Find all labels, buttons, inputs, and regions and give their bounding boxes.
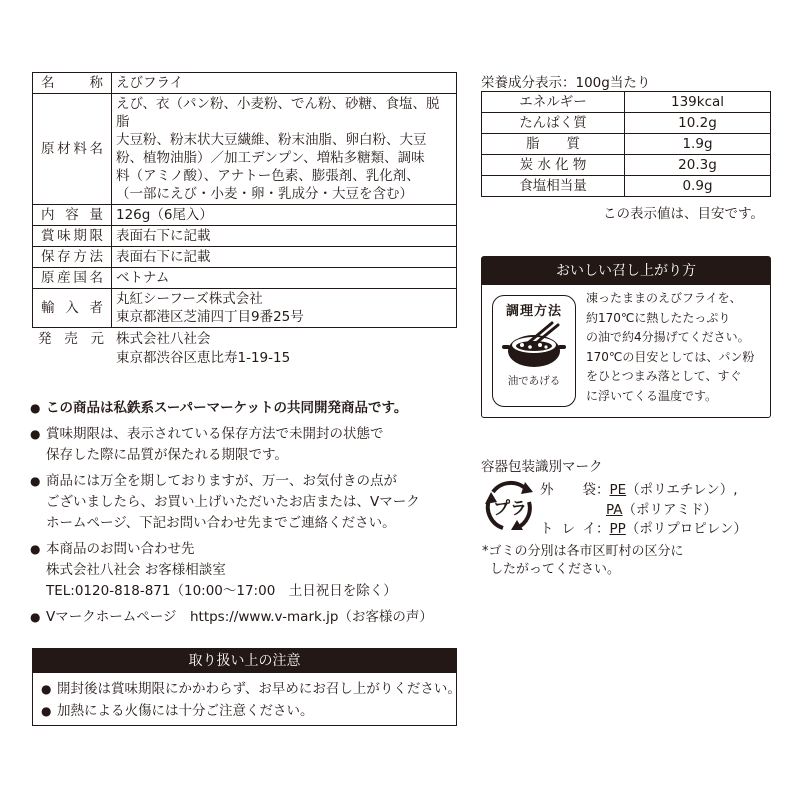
cooking-line: の油で約4分揚げてください。 — [586, 330, 750, 344]
label-value: ベトナム — [112, 268, 457, 289]
cooking-instructions — [586, 289, 766, 406]
nutrition-value: 20.3g — [625, 155, 771, 176]
recycle-materials — [540, 481, 747, 540]
nutrition-note: この表示値は、目安です。 — [603, 206, 764, 222]
nutrition-row — [482, 155, 771, 176]
label-key: 輸 入 者 — [33, 289, 112, 328]
note-line: ● この商品は私鉄系スーパーマーケットの共同開発商品です。 — [46, 400, 408, 416]
nutrition-value: 139kcal — [625, 92, 771, 113]
tray-label: トレイ — [540, 521, 596, 537]
label-row — [33, 226, 457, 247]
label-row — [33, 268, 457, 289]
label-key: 賞味期限 — [33, 226, 112, 247]
note-line: ございましたら、お買い上げいただいたお店または、Vマーク — [46, 494, 420, 510]
cooking-line: 約170℃に熱したたっぷり — [586, 310, 731, 325]
nutrition-title: 栄養成分表示：100g当たり — [481, 75, 651, 91]
cooking-line: に浮いてくる温度です。 — [586, 388, 718, 403]
label-row — [33, 247, 457, 268]
cooking-line: をひとつまみ落として、すぐ — [586, 369, 742, 383]
note-line: 株式会社八社会 お客様相談室 — [46, 562, 226, 578]
label-value: 126g（6尾入） — [112, 205, 457, 226]
caution-title: 取り扱い上の注意 — [33, 649, 456, 673]
label-key: 内 容 量 — [33, 205, 112, 226]
caution-box — [32, 648, 461, 726]
label-key: 原材料名 — [33, 94, 112, 205]
note-item — [30, 539, 470, 602]
label-value: えびフライ — [112, 73, 457, 94]
pp-code: PP — [609, 521, 626, 537]
recycle-title: 容器包装識別マーク — [481, 459, 603, 475]
label-value: 丸紅シーフーズ株式会社 東京都港区芝浦四丁目9番25号 — [112, 289, 457, 328]
pe-desc: （ポリエチレン）, — [626, 482, 738, 498]
nutrition-key: 脂 質 — [482, 134, 625, 155]
badge-title: 調理方法 — [505, 304, 562, 319]
note-item — [30, 607, 470, 628]
pa-desc: （ポリアミド） — [622, 501, 718, 518]
seller-address: 東京都渋谷区恵比寿1-19-15 — [116, 350, 291, 366]
cooking-line: 凍ったままのえびフライを、 — [586, 291, 742, 305]
label-row — [33, 94, 457, 205]
note-line: ● 商品には万全を期しておりますが、万一、お気付きの点が — [46, 473, 397, 489]
tray-row: トレイ：PP（ポリプロピレン） — [540, 520, 747, 540]
label-row — [33, 289, 457, 328]
note-item — [30, 398, 470, 419]
label-key: 原産国名 — [33, 268, 112, 289]
garbage-note — [482, 543, 684, 579]
nutrition-value: 0.9g — [625, 176, 771, 197]
nutrition-key: エネルギー — [482, 92, 625, 113]
caution-item: ● 開封後は賞味期限にかかわらず、お早めにお召し上がりください。 — [41, 678, 448, 700]
outer-bag-row-2 — [540, 501, 747, 521]
label-value: 表面右下に記載 — [112, 226, 457, 247]
nutrition-row — [482, 113, 771, 134]
seller-name: 株式会社八社会 — [116, 331, 211, 347]
note-line: ● Vマークホームページ https://www.v-mark.jp（お客様の声） — [46, 609, 433, 625]
note-line: TEL:0120-818-871（10:00～17:00 土日祝日を除く） — [46, 583, 397, 599]
nutrition-key: たんぱく質 — [482, 113, 625, 134]
nutrition-table — [481, 91, 771, 197]
badge-caption: 油であげる — [507, 375, 561, 387]
seller-key: 発 売 元 — [38, 331, 104, 347]
nutrition-key: 炭 水 化 物 — [482, 155, 625, 176]
outer-bag-row: 外 袋：PE（ポリエチレン）, — [540, 481, 747, 501]
note-line: ● 本商品のお問い合わせ先 — [46, 541, 195, 557]
garbage-line: *ゴミの分別は各市区町村の区分に — [482, 544, 684, 559]
nutrition-value: 10.2g — [625, 113, 771, 134]
note-line: ● 賞味期限は、表示されている保存方法で未開封の状態で — [46, 426, 384, 442]
nutrition-value: 1.9g — [625, 134, 771, 155]
outer-bag-label: 外 袋 — [540, 482, 596, 498]
nutrition-row — [482, 134, 771, 155]
notes-list — [30, 398, 470, 633]
label-row — [33, 205, 457, 226]
label-row — [33, 73, 457, 94]
pa-code: PA — [606, 501, 623, 518]
recycle-mark-text: プラ — [493, 499, 527, 519]
cooking-title: おいしい召し上がり方 — [482, 257, 770, 285]
note-line: ホームページ、下記お問い合わせ先までご連絡ください。 — [46, 515, 396, 531]
caution-item: ● 加熱による火傷には十分ご注意ください。 — [41, 700, 448, 722]
nutrition-row — [482, 176, 771, 197]
plastic-recycle-icon — [483, 478, 537, 538]
nutrition-key: 食塩相当量 — [482, 176, 625, 197]
label-key: 保存方法 — [33, 247, 112, 268]
label-key: 名 称 — [33, 73, 112, 94]
note-line: 保存した際に品質が保たれる期限です。 — [46, 447, 288, 463]
frying-pot-icon — [498, 321, 570, 375]
label-value: えび、衣（パン粉、小麦粉、でん粉、砂糖、食塩、脱脂 大豆粉、粉末状大豆繊維、粉末油脂、卵白粉、大豆 粉、植物油脂）／加工デンプン、増粘多糖類、調味 料（アミノ酸）、アナトー色素、膨張剤、乳化剤、 （一部にえび・小麦・卵・乳成分・大豆を含む） — [112, 94, 457, 205]
ingredient-label-table — [32, 72, 457, 328]
seller-info — [38, 330, 290, 368]
note-item — [30, 424, 470, 466]
cooking-method-badge — [492, 295, 576, 407]
pp-desc: （ポリプロピレン） — [625, 521, 747, 537]
pe-code: PE — [609, 482, 627, 498]
label-value: 表面右下に記載 — [112, 247, 457, 268]
nutrition-row — [482, 92, 771, 113]
note-item — [30, 471, 470, 534]
cooking-line: 170℃の目安としては、パン粉 — [586, 349, 755, 364]
garbage-line: したがってください。 — [490, 562, 621, 577]
cooking-box — [481, 256, 771, 418]
